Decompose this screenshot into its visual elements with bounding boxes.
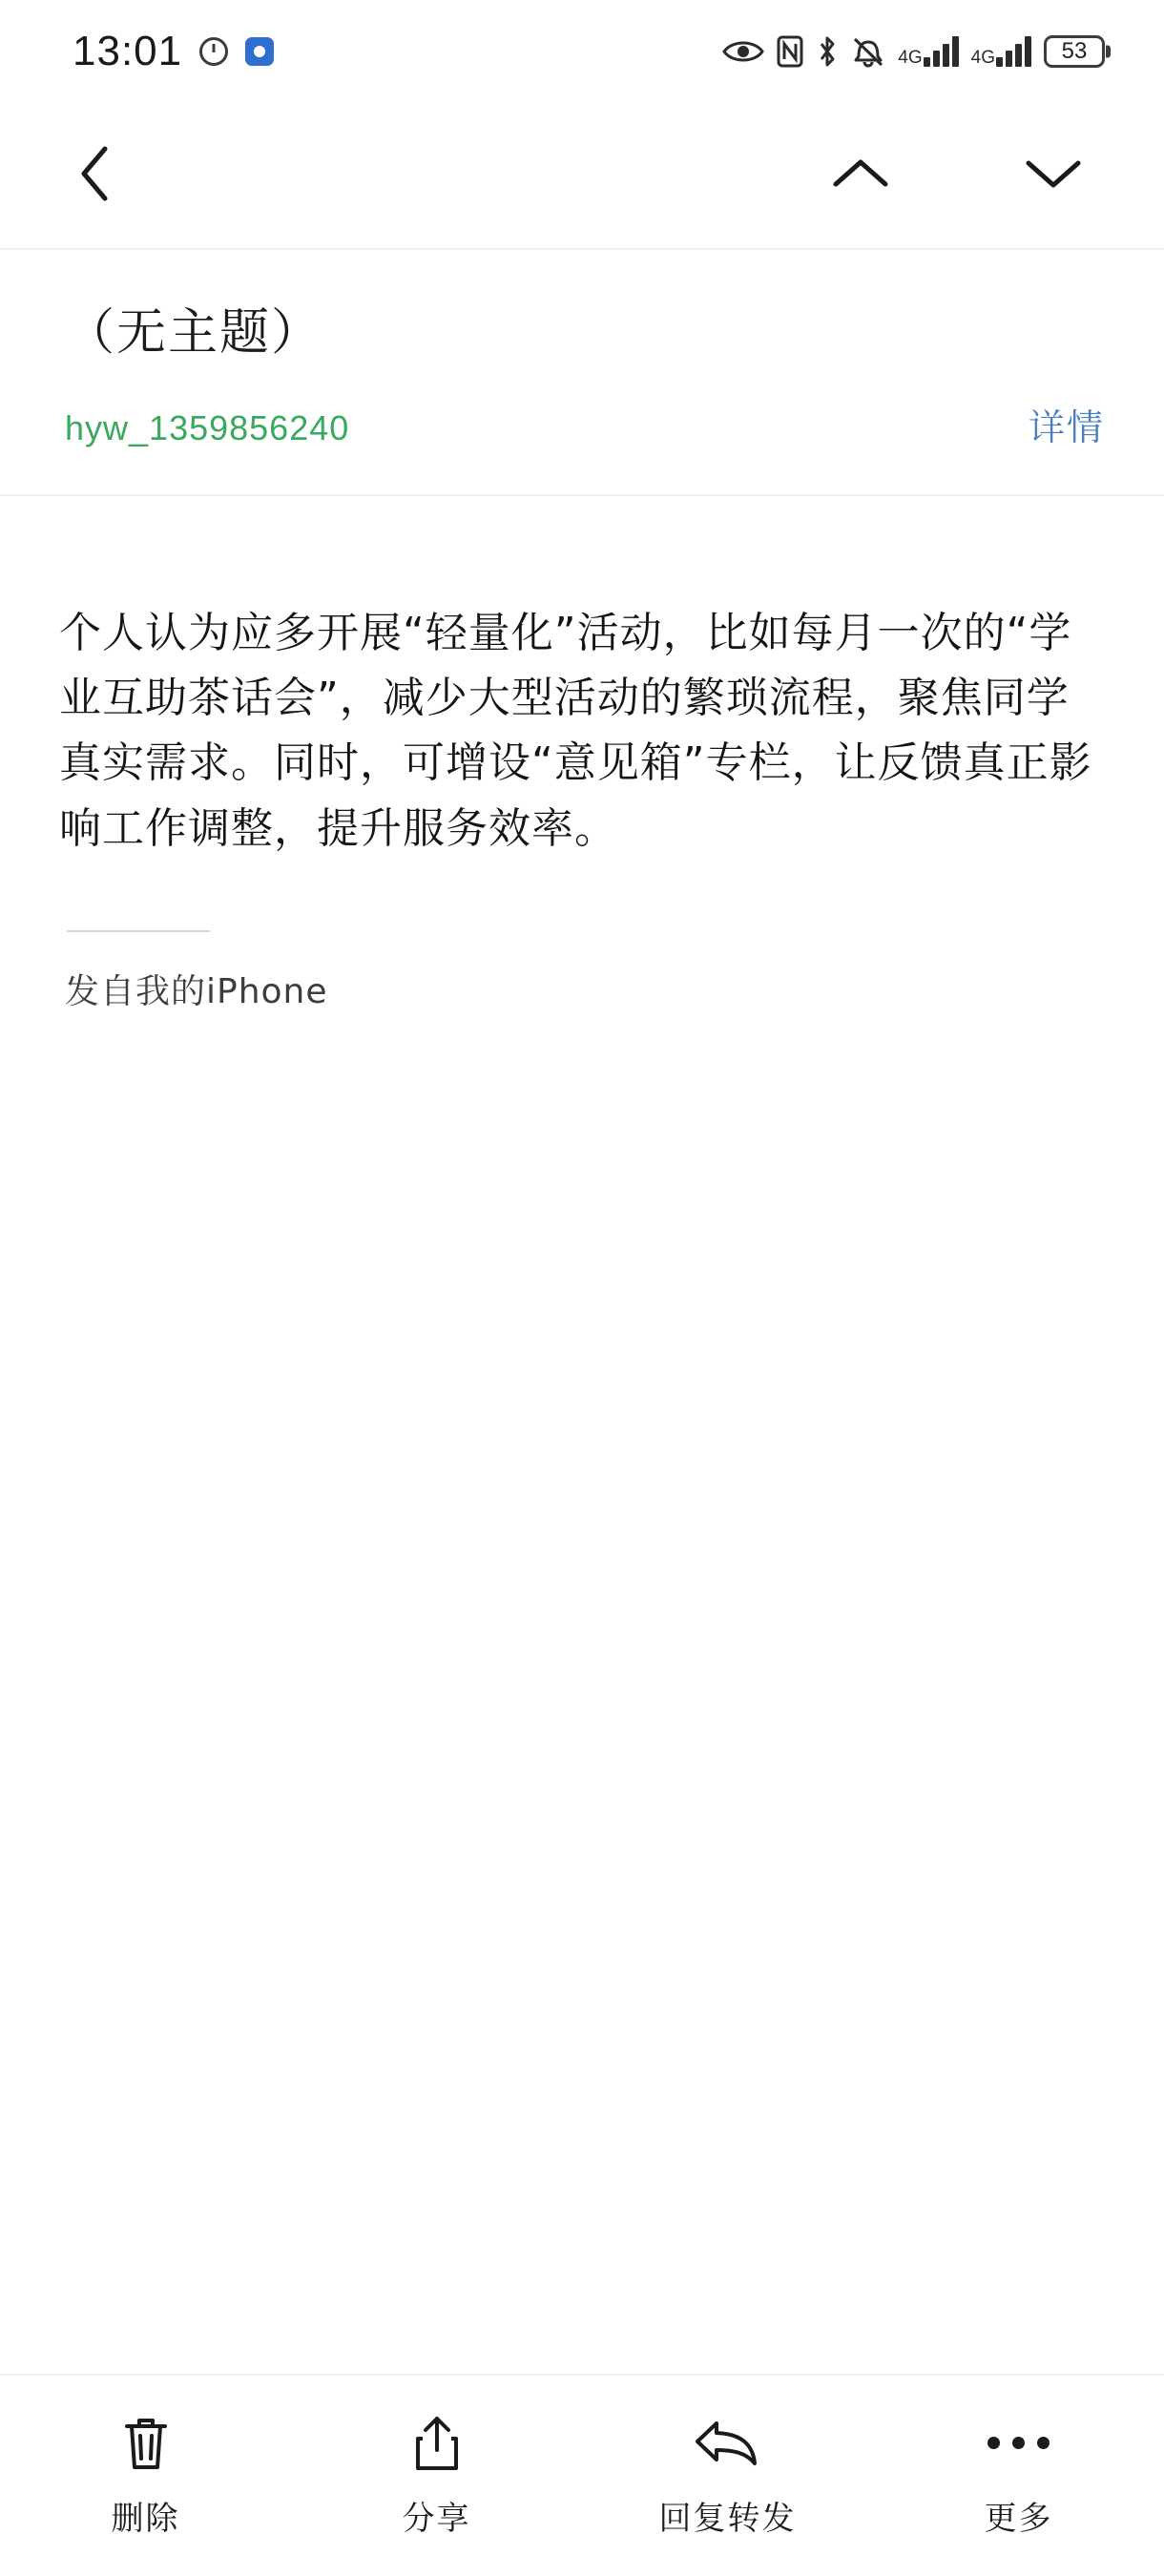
nav-bar xyxy=(0,103,1164,250)
alarm-icon xyxy=(199,37,228,66)
signal-bars-1 xyxy=(924,36,959,67)
chevron-left-icon xyxy=(76,143,114,209)
mute-icon xyxy=(851,35,885,68)
signal-1 xyxy=(898,36,958,67)
more-label: 更多 xyxy=(984,2499,1053,2538)
more-icon xyxy=(987,2414,1050,2473)
mail-signature: 发自我的iPhone xyxy=(65,971,328,1011)
chevron-down-icon xyxy=(1023,154,1084,198)
signal-2 xyxy=(971,36,1031,67)
next-mail-button[interactable] xyxy=(1008,130,1099,221)
mail-header xyxy=(0,250,1164,496)
mail-body-text: 个人认为应多开展“轻量化”活动，比如每月一次的“学业互助茶话会”，减少大型活动的繁琐流程，聚焦同学真实需求。同时，可增设“意见箱”专栏，让反馈真正影响工作调整，提升服务效率。 xyxy=(59,609,1092,853)
status-time: 13:01 xyxy=(73,28,183,74)
signal-bars-2 xyxy=(996,36,1031,67)
delete-button[interactable] xyxy=(0,2376,291,2576)
status-bar xyxy=(0,0,1164,103)
previous-mail-button[interactable] xyxy=(815,130,906,221)
battery-level: 53 xyxy=(1061,38,1088,64)
battery-icon xyxy=(1044,35,1105,68)
status-bar-right xyxy=(722,35,1105,68)
chevron-up-icon xyxy=(830,154,891,198)
share-label: 分享 xyxy=(402,2499,471,2538)
delete-label: 删除 xyxy=(111,2499,180,2538)
signature-divider xyxy=(67,930,210,932)
mail-detail-link[interactable]: 详情 xyxy=(1028,406,1105,448)
reply-forward-label: 回复转发 xyxy=(658,2499,797,2538)
network-type-2: 4G xyxy=(970,48,995,68)
mail-subject: （无主题） xyxy=(65,304,323,362)
reply-forward-button[interactable] xyxy=(582,2376,873,2576)
trash-icon xyxy=(121,2414,171,2473)
more-button[interactable] xyxy=(873,2376,1164,2576)
share-icon xyxy=(412,2414,462,2473)
reply-forward-icon xyxy=(694,2414,762,2473)
status-bar-left xyxy=(73,28,274,75)
app-notification-icon xyxy=(245,37,274,66)
network-type-1: 4G xyxy=(898,48,923,68)
bluetooth-icon xyxy=(816,35,839,68)
nav-right-group xyxy=(815,130,1099,221)
share-button[interactable] xyxy=(291,2376,582,2576)
nfc-icon xyxy=(777,35,803,68)
mail-body xyxy=(0,496,1164,1013)
eye-icon xyxy=(722,37,764,66)
bottom-toolbar xyxy=(0,2374,1164,2576)
back-button[interactable] xyxy=(50,130,141,221)
mail-sender[interactable]: hyw_1359856240 xyxy=(65,408,350,447)
sender-row xyxy=(65,398,1105,494)
